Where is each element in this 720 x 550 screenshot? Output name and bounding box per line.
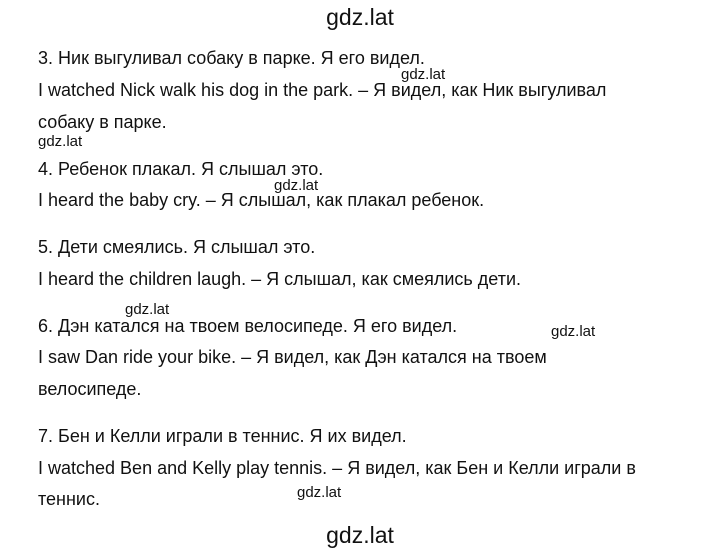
exercise-3-line-1: 3. Ник выгуливал собаку в парке. Я его видел.: [38, 48, 425, 68]
exercise-5-line-1: 5. Дети смеялись. Я слышал это.: [38, 237, 316, 257]
inline-watermark: gdz.lat: [38, 133, 83, 150]
exercise-4-line-1: 4. Ребенок плакал. Я слышал это.: [38, 159, 324, 179]
inline-watermark: gdz.lat: [125, 301, 170, 318]
exercise-7-line-3: теннис.: [38, 489, 100, 509]
exercise-3-line-3: собаку в парке.: [38, 112, 167, 132]
exercise-4-line-2: I heard the baby cry. – Я слышал, как плакал ребенок.: [38, 190, 485, 210]
inline-watermark: gdz.lat: [297, 484, 342, 501]
exercise-7-line-2: I watched Ben and Kelly play tennis. – Я видел, как Бен и Келли играли в: [38, 458, 636, 478]
footer-watermark: gdz.lat: [326, 522, 394, 548]
exercise-6-line-1: 6. Дэн катался на твоем велосипеде. Я его видел.: [38, 316, 458, 336]
exercise-6-line-2: I saw Dan ride your bike. – Я видел, как Дэн катался на твоем: [38, 347, 547, 367]
inline-watermark: gdz.lat: [551, 323, 596, 340]
header-watermark: gdz.lat: [326, 4, 394, 30]
exercise-7-line-1: 7. Бен и Келли играли в теннис. Я их видел.: [38, 426, 407, 446]
exercise-3-line-2: I watched Nick walk his dog in the park. – Я видел, как Ник выгуливал: [38, 80, 607, 100]
exercise-5-line-2: I heard the children laugh. – Я слышал, как смеялись дети.: [38, 269, 521, 289]
exercise-6-line-3: велосипеде.: [38, 379, 142, 399]
inline-watermark: gdz.lat: [274, 177, 319, 194]
inline-watermark: gdz.lat: [401, 66, 446, 83]
